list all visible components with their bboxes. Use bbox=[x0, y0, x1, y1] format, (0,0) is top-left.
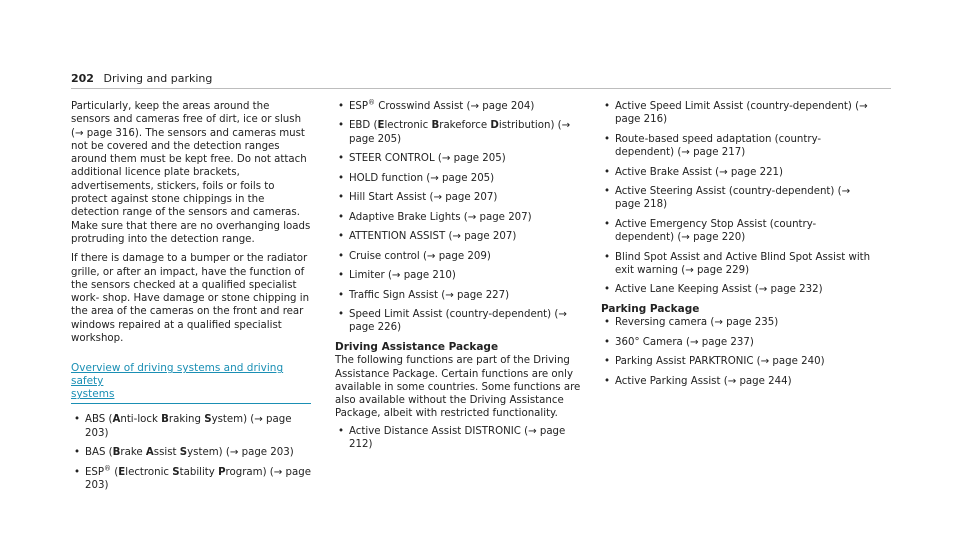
list-item-limiter[interactable]: • Limiter (→ page 210) bbox=[335, 269, 585, 282]
driving-assistance-list bbox=[335, 425, 585, 452]
ebd-text-3: istribution) (→ page 205) bbox=[349, 120, 571, 145]
esp-cross-text: Crosswind Assist (→ page 204) bbox=[375, 101, 535, 112]
list-item-hold-function[interactable]: • HOLD function (→ page 205) bbox=[335, 172, 585, 185]
column-middle bbox=[335, 100, 585, 457]
page-number: 202 bbox=[71, 72, 94, 85]
list-item-active-parking-assist[interactable]: • Active Parking Assist (→ page 244) bbox=[601, 375, 871, 388]
esp-initial-2: S bbox=[172, 466, 180, 478]
page-header bbox=[71, 72, 212, 85]
list-item-steer-control[interactable]: • STEER CONTROL (→ page 205) bbox=[335, 152, 585, 165]
driving-assistance-description: The following functions are part of the Driving Assistance Package. Certain functions are only available in some countries. Some functions are also available without the Driving Assistance Package, albeit with restricted functionality. bbox=[335, 355, 581, 420]
list-item-active-brake-assist[interactable]: • Active Brake Assist (→ page 221) bbox=[601, 166, 871, 179]
paragraph-damage-check: If there is damage to a bumper or the radiator grille, or after an impact, have the function of the sensors checked at a qualified specialist work- shop. Have damage or stone chipping in the area of the cameras on the front and rear windows repaired at a qualified specialist workshop. bbox=[71, 253, 310, 345]
systems-list-3 bbox=[601, 100, 871, 297]
list-item-parktronic[interactable]: • Parking Assist PARKTRONIC (→ page 240) bbox=[601, 355, 871, 368]
list-item-cruise-control[interactable]: • Cruise control (→ page 209) bbox=[335, 250, 585, 263]
abs-initial-2: B bbox=[161, 414, 169, 426]
ebd-text-2: rakeforce bbox=[439, 120, 491, 132]
list-item-speed-limit-assist[interactable]: • Speed Limit Assist (country-dependent) (→ page 226) bbox=[335, 308, 585, 335]
bas-text-3: ystem) (→ page 203) bbox=[187, 447, 294, 459]
list-item-attention-assist[interactable]: • ATTENTION ASSIST (→ page 207) bbox=[335, 230, 585, 243]
list-item-esp-crosswind[interactable] bbox=[335, 100, 585, 113]
bas-initial-1: B bbox=[112, 447, 121, 459]
paragraph-sensor-care: Particularly, keep the areas around the sensors and cameras free of dirt, ice or slush (→ page 316). The sensors and cameras must not be covered and the detection ranges around them must be kept free. Do not attach additional licence plate brackets, advertisements, stickers, foils or foils to protect against stone chippings in the detection range of the sensors and cameras. Make sure that there are no overhanging loads protruding into the detection range. bbox=[71, 101, 311, 245]
abs-text-3: ystem) (→ page 203) bbox=[85, 414, 292, 439]
esp-initial-1: E bbox=[118, 466, 126, 478]
list-item-active-emergency-stop[interactable]: • Active Emergency Stop Assist (country- dependent) (→ page 220) bbox=[601, 218, 871, 245]
list-item-active-speed-limit-assist[interactable]: • Active Speed Limit Assist (country-dependent) (→ page 216) bbox=[601, 100, 871, 127]
list-item-blind-spot-assist[interactable]: • Blind Spot Assist and Active Blind Spot Assist with exit warning (→ page 229) bbox=[601, 251, 871, 278]
bas-text-1: rake bbox=[120, 447, 146, 459]
systems-list-2 bbox=[335, 100, 585, 335]
chapter-title: Driving and parking bbox=[103, 72, 213, 85]
column-left bbox=[71, 100, 311, 498]
list-item-abs[interactable] bbox=[71, 413, 311, 440]
list-item-hill-start-assist[interactable]: • Hill Start Assist (→ page 207) bbox=[335, 191, 585, 204]
list-item-reversing-camera[interactable]: • Reversing camera (→ page 235) bbox=[601, 316, 871, 329]
ebd-initial-3: D bbox=[490, 120, 499, 132]
abs-text-2: raking bbox=[168, 414, 205, 426]
abs-initial-1: A bbox=[112, 414, 121, 426]
column-right bbox=[601, 100, 871, 394]
ebd-prefix: EBD ( bbox=[349, 120, 378, 132]
esp-text-1: lectronic bbox=[125, 466, 173, 478]
section-heading-line1[interactable]: Overview of driving systems and driving safety bbox=[71, 362, 284, 388]
systems-list-1 bbox=[71, 413, 311, 492]
ebd-initial-1: E bbox=[377, 120, 385, 132]
bas-initial-2: A bbox=[145, 447, 154, 459]
list-item-360-camera[interactable]: • 360° Camera (→ page 237) bbox=[601, 336, 871, 349]
abs-initial-3: S bbox=[204, 414, 212, 426]
section-heading-overview[interactable] bbox=[71, 362, 311, 404]
subheading-driving-assistance: Driving Assistance Package bbox=[335, 340, 499, 353]
esp-text-2: tability bbox=[179, 466, 219, 478]
subheading-parking-package: Parking Package bbox=[601, 302, 700, 315]
esp-initial-3: P bbox=[218, 466, 226, 478]
list-item-route-based-speed[interactable]: • Route-based speed adaptation (country- dependent) (→ page 217) bbox=[601, 133, 871, 160]
list-item-esp[interactable] bbox=[71, 466, 311, 493]
abs-prefix: ABS ( bbox=[85, 414, 113, 426]
abs-text-1: nti-lock bbox=[120, 414, 162, 426]
list-item-active-distance-assist[interactable]: • Active Distance Assist DISTRONIC (→ page 212) bbox=[335, 425, 585, 452]
ebd-initial-2: B bbox=[431, 120, 440, 132]
registered-mark: ® bbox=[104, 464, 112, 473]
ebd-text-1: lectronic bbox=[384, 120, 432, 132]
esp-cross-prefix: ESP bbox=[349, 101, 369, 112]
list-item-traffic-sign-assist[interactable]: • Traffic Sign Assist (→ page 227) bbox=[335, 289, 585, 302]
bas-prefix: BAS ( bbox=[85, 447, 113, 459]
parking-package-list bbox=[601, 316, 871, 388]
list-item-active-lane-keeping[interactable]: • Active Lane Keeping Assist (→ page 232) bbox=[601, 283, 871, 296]
list-item-bas[interactable] bbox=[71, 446, 311, 459]
esp-text-3: rogram) (→ page 203) bbox=[85, 466, 311, 491]
list-item-active-steering-assist[interactable]: • Active Steering Assist (country-dependent) (→ page 218) bbox=[601, 185, 871, 212]
esp-mid: ( bbox=[111, 466, 119, 478]
section-heading-line2[interactable]: systems bbox=[71, 388, 115, 401]
bas-text-2: ssist bbox=[153, 447, 180, 459]
esp-prefix: ESP bbox=[85, 466, 105, 478]
list-item-ebd[interactable] bbox=[335, 119, 585, 146]
list-item-adaptive-brake-lights[interactable]: • Adaptive Brake Lights (→ page 207) bbox=[335, 211, 585, 224]
bas-initial-3: S bbox=[179, 447, 188, 459]
header-divider bbox=[71, 88, 891, 89]
registered-mark: ® bbox=[368, 98, 376, 107]
